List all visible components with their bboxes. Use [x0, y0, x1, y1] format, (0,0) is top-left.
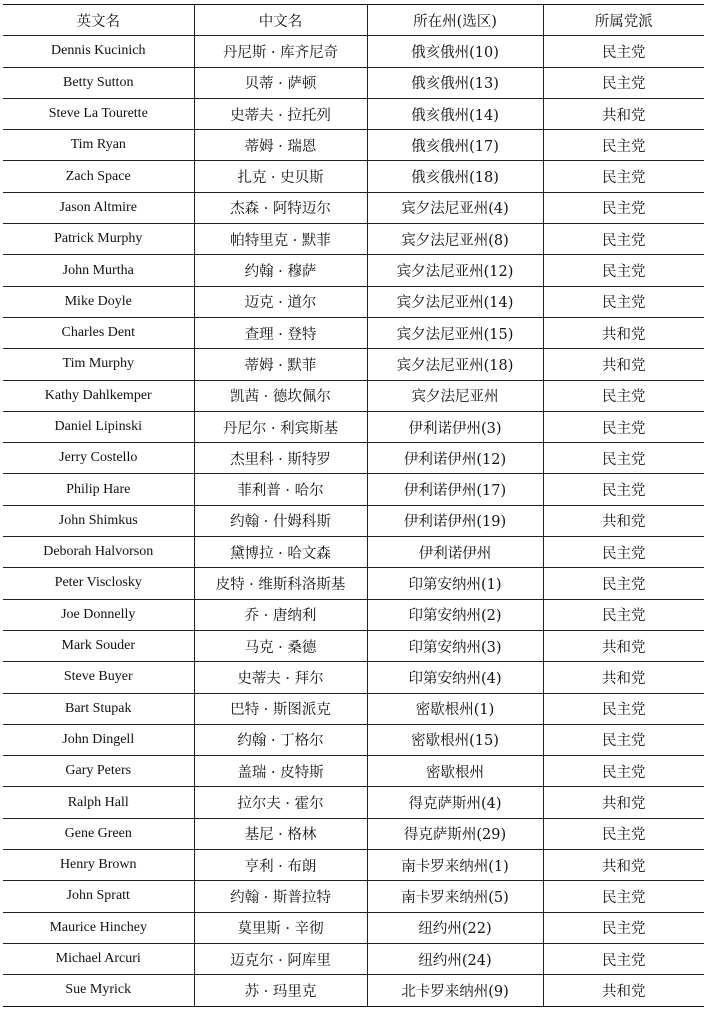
english-name-cell: Ralph Hall [3, 787, 194, 818]
chinese-name-cell: 查理 · 登特 [194, 317, 367, 348]
chinese-name-cell: 史蒂夫 · 拜尔 [194, 662, 367, 693]
english-name-cell: Dennis Kucinich [3, 36, 194, 67]
table-row [3, 474, 704, 505]
party-cell: 民主党 [543, 67, 704, 98]
table-row [3, 630, 704, 661]
party-cell: 民主党 [543, 192, 704, 223]
english-name-cell: Mark Souder [3, 630, 194, 661]
english-name-cell: Tim Murphy [3, 349, 194, 380]
english-name-cell: Jerry Costello [3, 443, 194, 474]
table-row [3, 568, 704, 599]
state-district-cell: 宾夕法尼亚州(8) [367, 224, 543, 255]
header-party: 所属党派 [543, 5, 704, 36]
english-name-cell: Mike Doyle [3, 286, 194, 317]
chinese-name-cell: 巴特 · 斯图派克 [194, 693, 367, 724]
table-row [3, 505, 704, 536]
party-cell: 共和党 [543, 975, 704, 1006]
party-cell: 民主党 [543, 443, 704, 474]
state-district-cell: 伊利诺伊州 [367, 537, 543, 568]
english-name-cell: Zach Space [3, 161, 194, 192]
english-name-cell: Patrick Murphy [3, 224, 194, 255]
english-name-cell: Jason Altmire [3, 192, 194, 223]
chinese-name-cell: 迈克尔 · 阿库里 [194, 943, 367, 974]
english-name-cell: Charles Dent [3, 317, 194, 348]
state-district-cell: 宾夕法尼亚州(18) [367, 349, 543, 380]
state-district-cell: 俄亥俄州(17) [367, 130, 543, 161]
party-cell: 民主党 [543, 161, 704, 192]
header-chinese-name: 中文名 [194, 5, 367, 36]
table-row [3, 349, 704, 380]
state-district-cell: 宾夕法尼亚州(12) [367, 255, 543, 286]
table-row [3, 724, 704, 755]
table-row [3, 380, 704, 411]
english-name-cell: Maurice Hinchey [3, 912, 194, 943]
table-container [3, 4, 704, 1007]
chinese-name-cell: 黛博拉 · 哈文森 [194, 537, 367, 568]
chinese-name-cell: 盖瑞 · 皮特斯 [194, 756, 367, 787]
chinese-name-cell: 扎克 · 史贝斯 [194, 161, 367, 192]
state-district-cell: 印第安纳州(1) [367, 568, 543, 599]
party-cell: 民主党 [543, 474, 704, 505]
table-row [3, 975, 704, 1006]
chinese-name-cell: 史蒂夫 · 拉托列 [194, 98, 367, 129]
state-district-cell: 伊利诺伊州(3) [367, 411, 543, 442]
state-district-cell: 俄亥俄州(14) [367, 98, 543, 129]
table-row [3, 36, 704, 67]
table-row [3, 662, 704, 693]
state-district-cell: 俄亥俄州(10) [367, 36, 543, 67]
party-cell: 民主党 [543, 130, 704, 161]
congress-members-table [3, 4, 704, 1007]
state-district-cell: 密歇根州(15) [367, 724, 543, 755]
table-row [3, 537, 704, 568]
english-name-cell: Sue Myrick [3, 975, 194, 1006]
chinese-name-cell: 乔 · 唐纳利 [194, 599, 367, 630]
party-cell: 民主党 [543, 756, 704, 787]
party-cell: 民主党 [543, 912, 704, 943]
state-district-cell: 纽约州(22) [367, 912, 543, 943]
party-cell: 民主党 [543, 255, 704, 286]
party-cell: 共和党 [543, 662, 704, 693]
state-district-cell: 俄亥俄州(13) [367, 67, 543, 98]
state-district-cell: 宾夕法尼亚州 [367, 380, 543, 411]
english-name-cell: John Spratt [3, 881, 194, 912]
english-name-cell: Deborah Halvorson [3, 537, 194, 568]
english-name-cell: Peter Visclosky [3, 568, 194, 599]
english-name-cell: Tim Ryan [3, 130, 194, 161]
table-row [3, 317, 704, 348]
party-cell: 民主党 [543, 36, 704, 67]
party-cell: 民主党 [543, 943, 704, 974]
english-name-cell: Daniel Lipinski [3, 411, 194, 442]
english-name-cell: John Murtha [3, 255, 194, 286]
english-name-cell: Philip Hare [3, 474, 194, 505]
state-district-cell: 南卡罗来纳州(5) [367, 881, 543, 912]
chinese-name-cell: 拉尔夫 · 霍尔 [194, 787, 367, 818]
party-cell: 民主党 [543, 693, 704, 724]
english-name-cell: Joe Donnelly [3, 599, 194, 630]
english-name-cell: Bart Stupak [3, 693, 194, 724]
state-district-cell: 伊利诺伊州(19) [367, 505, 543, 536]
table-row [3, 881, 704, 912]
state-district-cell: 密歇根州(1) [367, 693, 543, 724]
table-row [3, 756, 704, 787]
english-name-cell: Henry Brown [3, 850, 194, 881]
party-cell: 民主党 [543, 380, 704, 411]
header-english-name: 英文名 [3, 5, 194, 36]
party-cell: 民主党 [543, 224, 704, 255]
chinese-name-cell: 基尼 · 格林 [194, 818, 367, 849]
header-state-district: 所在州(选区) [367, 5, 543, 36]
table-row [3, 255, 704, 286]
party-cell: 共和党 [543, 787, 704, 818]
chinese-name-cell: 杰里科 · 斯特罗 [194, 443, 367, 474]
english-name-cell: Betty Sutton [3, 67, 194, 98]
state-district-cell: 密歇根州 [367, 756, 543, 787]
table-row [3, 130, 704, 161]
chinese-name-cell: 皮特 · 维斯科洛斯基 [194, 568, 367, 599]
state-district-cell: 宾夕法尼亚州(4) [367, 192, 543, 223]
table-row [3, 443, 704, 474]
english-name-cell: Michael Arcuri [3, 943, 194, 974]
chinese-name-cell: 约翰 · 什姆科斯 [194, 505, 367, 536]
chinese-name-cell: 帕特里克 · 默菲 [194, 224, 367, 255]
table-body [3, 36, 704, 1006]
chinese-name-cell: 丹尼尔 · 利宾斯基 [194, 411, 367, 442]
party-cell: 民主党 [543, 818, 704, 849]
party-cell: 民主党 [543, 881, 704, 912]
party-cell: 共和党 [543, 850, 704, 881]
party-cell: 共和党 [543, 630, 704, 661]
chinese-name-cell: 亨利 · 布朗 [194, 850, 367, 881]
chinese-name-cell: 凯茜 · 德坎佩尔 [194, 380, 367, 411]
table-row [3, 411, 704, 442]
english-name-cell: Kathy Dahlkemper [3, 380, 194, 411]
english-name-cell: John Shimkus [3, 505, 194, 536]
table-row [3, 224, 704, 255]
chinese-name-cell: 蒂姆 · 默菲 [194, 349, 367, 380]
english-name-cell: Gene Green [3, 818, 194, 849]
state-district-cell: 得克萨斯州(29) [367, 818, 543, 849]
state-district-cell: 得克萨斯州(4) [367, 787, 543, 818]
table-row [3, 818, 704, 849]
table-row [3, 693, 704, 724]
party-cell: 民主党 [543, 724, 704, 755]
table-row [3, 912, 704, 943]
party-cell: 共和党 [543, 98, 704, 129]
state-district-cell: 宾夕法尼亚州(15) [367, 317, 543, 348]
party-cell: 民主党 [543, 286, 704, 317]
party-cell: 共和党 [543, 349, 704, 380]
table-row [3, 98, 704, 129]
table-row [3, 787, 704, 818]
english-name-cell: Gary Peters [3, 756, 194, 787]
table-row [3, 286, 704, 317]
english-name-cell: Steve La Tourette [3, 98, 194, 129]
table-row [3, 943, 704, 974]
table-row [3, 850, 704, 881]
state-district-cell: 宾夕法尼亚州(14) [367, 286, 543, 317]
chinese-name-cell: 贝蒂 · 萨顿 [194, 67, 367, 98]
chinese-name-cell: 马克 · 桑德 [194, 630, 367, 661]
state-district-cell: 印第安纳州(3) [367, 630, 543, 661]
chinese-name-cell: 迈克 · 道尔 [194, 286, 367, 317]
chinese-name-cell: 约翰 · 斯普拉特 [194, 881, 367, 912]
state-district-cell: 印第安纳州(2) [367, 599, 543, 630]
english-name-cell: Steve Buyer [3, 662, 194, 693]
english-name-cell: John Dingell [3, 724, 194, 755]
party-cell: 民主党 [543, 599, 704, 630]
party-cell: 民主党 [543, 411, 704, 442]
party-cell: 民主党 [543, 568, 704, 599]
state-district-cell: 纽约州(24) [367, 943, 543, 974]
table-row [3, 161, 704, 192]
table-row [3, 192, 704, 223]
chinese-name-cell: 蒂姆 · 瑞恩 [194, 130, 367, 161]
state-district-cell: 俄亥俄州(18) [367, 161, 543, 192]
chinese-name-cell: 莫里斯 · 辛彻 [194, 912, 367, 943]
state-district-cell: 北卡罗来纳州(9) [367, 975, 543, 1006]
chinese-name-cell: 约翰 · 丁格尔 [194, 724, 367, 755]
chinese-name-cell: 约翰 · 穆萨 [194, 255, 367, 286]
table-row [3, 599, 704, 630]
table-header-row [3, 5, 704, 36]
chinese-name-cell: 杰森 · 阿特迈尔 [194, 192, 367, 223]
table-row [3, 67, 704, 98]
state-district-cell: 伊利诺伊州(17) [367, 474, 543, 505]
chinese-name-cell: 苏 · 玛里克 [194, 975, 367, 1006]
chinese-name-cell: 菲利普 · 哈尔 [194, 474, 367, 505]
state-district-cell: 印第安纳州(4) [367, 662, 543, 693]
party-cell: 共和党 [543, 317, 704, 348]
party-cell: 共和党 [543, 505, 704, 536]
state-district-cell: 伊利诺伊州(12) [367, 443, 543, 474]
party-cell: 民主党 [543, 537, 704, 568]
state-district-cell: 南卡罗来纳州(1) [367, 850, 543, 881]
chinese-name-cell: 丹尼斯 · 库齐尼奇 [194, 36, 367, 67]
